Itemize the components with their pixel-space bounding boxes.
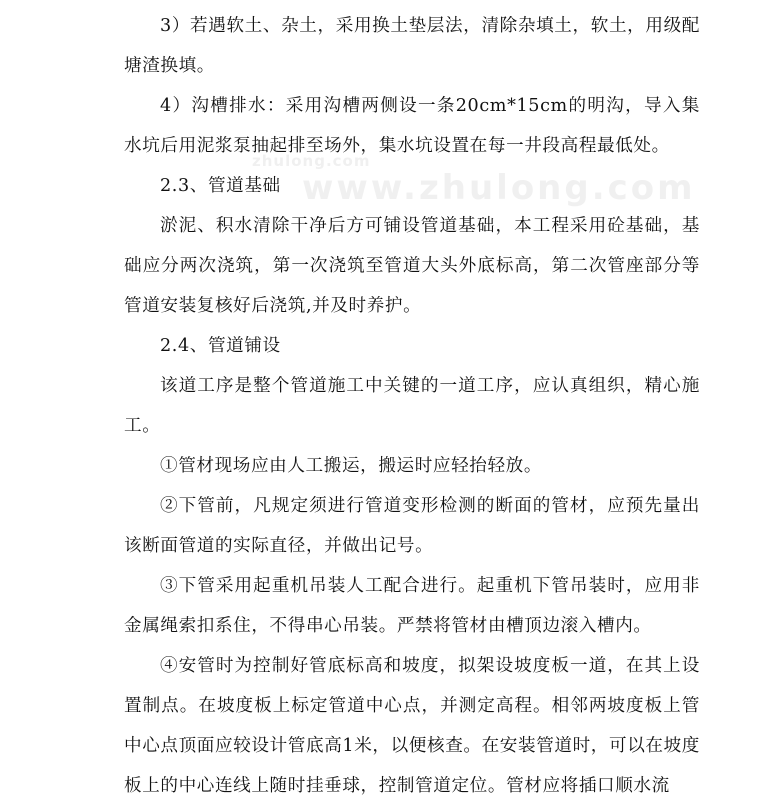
watermark-large-text: www.zhulong.com	[302, 168, 696, 208]
paragraph-laying-intro: 该道工序是整个管道施工中关键的一道工序，应认真组织，精心施工。	[124, 376, 700, 436]
watermark-small-text: zhulong.com	[252, 152, 371, 170]
paragraph-soft-soil: 3）若遇软土、杂土，采用换土垫层法，清除杂填土，软土，用级配塘渣换填。	[124, 16, 700, 76]
section-heading-pipe-laying: 2.4、管道铺设	[160, 336, 281, 356]
paragraph-item-2: ②下管前，凡规定须进行管道变形检测的断面的管材，应预先量出该断面管道的实际直径，并做出记号。	[124, 496, 700, 556]
section-heading-pipe-foundation: 2.3、管道基础	[160, 176, 281, 196]
paragraph-item-3: ③下管采用起重机吊装人工配合进行。起重机下管吊装时，应用非金属绳索扣系住，不得串心吊装。严禁将管材由槽顶边滚入槽内。	[124, 576, 700, 636]
paragraph-pipe-foundation: 淤泥、积水清除干净后方可铺设管道基础，本工程采用砼基础，基础应分两次浇筑，第一次浇筑至管道大头外底标高，第二次管座部分等管道安装复核好后浇筑,并及时养护。	[124, 216, 700, 316]
paragraph-item-1: ①管材现场应由人工搬运，搬运时应轻抬轻放。	[160, 456, 543, 476]
paragraph-item-4: ④安管时为控制好管底标高和坡度，拟架设坡度板一道，在其上设置制点。在坡度板上标定管道中心点，并测定高程。相邻两坡度板上管中心点顶面应较设计管底高1米，以便核查。在安装管道时，可以在坡度板上的中心连线上随时挂垂球，控制管道定位。管材应将插口顺水流	[124, 656, 700, 796]
paragraph-trench-drainage: 4）沟槽排水：采用沟槽两侧设一条20cm*15cm的明沟，导入集水坑后用泥浆泵抽起排至场外，集水坑设置在每一井段高程最低处。	[124, 96, 700, 156]
